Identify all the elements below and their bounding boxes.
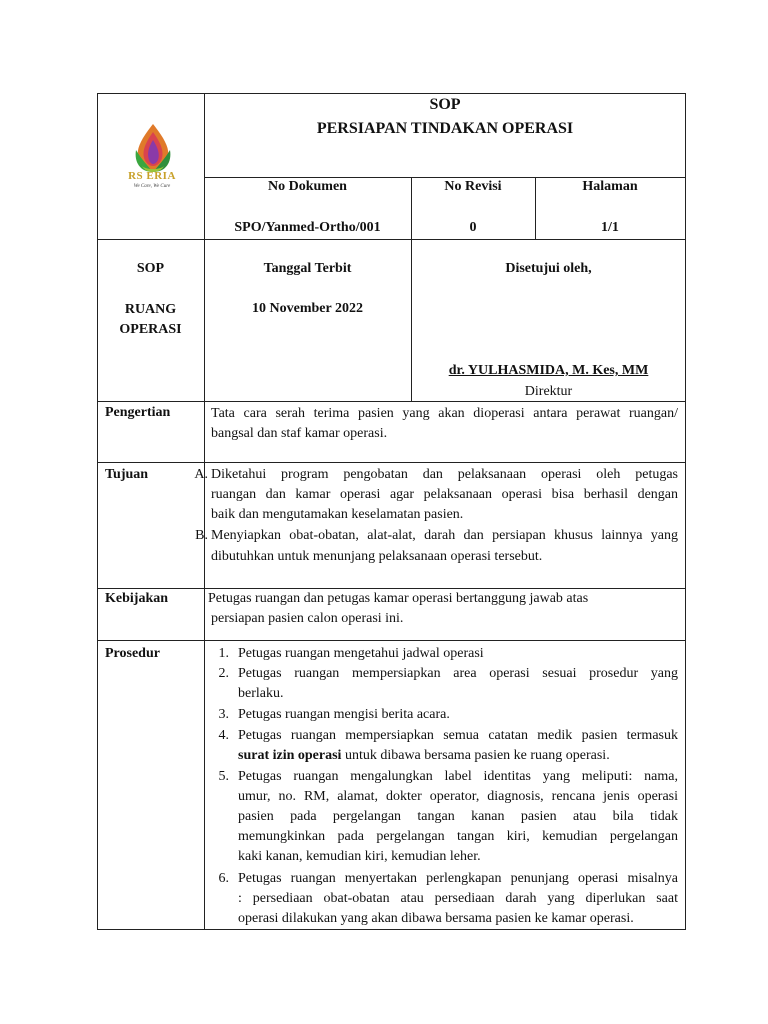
- prosedur-line: Petugas ruangan menyertakan perlengkapan penunjang operasi misalnya: [238, 871, 678, 886]
- prosedur-line: Petugas ruangan mengisi berita acara.: [238, 707, 450, 722]
- section-label-kebijakan: Kebijakan: [105, 591, 169, 606]
- table-divider-header: [97, 239, 686, 240]
- prosedur-line: : persediaan obat-obatan atau persediaan darah yang diperlukan saat: [238, 891, 678, 906]
- doc-title: PERSIAPAN TINDAKAN OPERASI: [316, 120, 574, 137]
- prosedur-line: pasien pada pergelangan tangan kanan pasien atau bila tidak: [238, 809, 678, 824]
- info-left-sop: SOP: [136, 261, 165, 276]
- tujuan-line: dibutuhkan untuk menunjang pelaksanaan operasi tersebut.: [211, 549, 543, 564]
- approved-label: Disetujui oleh,: [505, 261, 592, 276]
- no-dokumen-label: No Dokumen: [268, 179, 347, 194]
- tujuan-marker-b: B.: [195, 528, 208, 543]
- prosedur-num: 6.: [218, 871, 229, 886]
- prosedur-line: Petugas ruangan mengalungkan label identitas yang meliputi: nama,: [238, 769, 678, 784]
- approver-name: dr. YULHASMIDA, M. Kes, MM: [448, 363, 649, 378]
- table-border-bottom: [97, 929, 686, 930]
- table-border-top: [97, 93, 686, 94]
- halaman-value: 1/1: [601, 220, 619, 235]
- prosedur-line: memungkinkan pada pergelangan tangan kiri, kemudian pergelangan: [238, 829, 678, 844]
- section-label-prosedur: Prosedur: [105, 646, 160, 661]
- tujuan-line: baik dan mengutamakan keselamatan pasien.: [211, 507, 464, 522]
- prosedur-num: 3.: [218, 707, 229, 722]
- info-left-operasi: OPERASI: [119, 322, 182, 337]
- prosedur-line: operasi dilakukan yang akan dibawa bersama pasien ke kamar operasi.: [238, 911, 634, 926]
- approver-title: Direktur: [524, 384, 573, 399]
- info-left-ruang: RUANG: [124, 302, 177, 317]
- prosedur-line: Petugas ruangan mengetahui jadwal operasi: [238, 646, 484, 661]
- table-divider-kebijakan: [97, 640, 686, 641]
- tujuan-line: Diketahui program pengobatan dan pelaksanaan operasi oleh petugas: [211, 467, 678, 482]
- logo-name: RS ERIA: [128, 170, 176, 182]
- halaman-label: Halaman: [582, 179, 638, 194]
- prosedur-line: umur, no. RM, alamat, dokter operator, diagnosis, rencana jenis operasi: [238, 789, 678, 804]
- tanggal-terbit-value: 10 November 2022: [252, 301, 363, 316]
- no-revisi-value: 0: [469, 220, 477, 235]
- prosedur-line: Petugas ruangan mempersiapkan semua catatan medik pasien termasuk: [238, 728, 678, 743]
- tanggal-terbit-label: Tanggal Terbit: [263, 261, 352, 276]
- table-border-left: [97, 93, 98, 930]
- prosedur-line: berlaku.: [238, 686, 284, 701]
- tujuan-line: Menyiapkan obat-obatan, alat-alat, darah dan persiapan khusus lainnya yang: [211, 528, 678, 543]
- section-label-pengertian: Pengertian: [105, 405, 171, 420]
- prosedur-num: 2.: [218, 666, 229, 681]
- kebijakan-line: persiapan pasien calon operasi ini.: [211, 611, 404, 626]
- prosedur-line-mixed: [238, 746, 610, 766]
- kebijakan-line: Petugas ruangan dan petugas kamar operasi bertanggung jawab atas: [208, 591, 589, 606]
- prosedur-line: kaki kanan, kemudian kiri, kemudian leher.: [238, 849, 481, 864]
- table-divider-pengertian: [97, 462, 686, 463]
- prosedur-num: 4.: [218, 728, 229, 743]
- logo-tagline: We Care, We Cure: [133, 184, 171, 189]
- pengertian-line: bangsal dan staf kamar operasi.: [211, 426, 388, 441]
- tujuan-line: ruangan dan kamar operasi agar pelaksanaan operasi bisa berhasil dengan: [211, 487, 678, 502]
- surat-izin-operasi-bold: surat izin operasi: [238, 748, 342, 763]
- no-revisi-label: No Revisi: [444, 179, 502, 194]
- pengertian-line: Tata cara serah terima pasien yang akan dioperasi antara perawat ruangan/: [211, 406, 678, 421]
- no-dokumen-value: SPO/Yanmed-Ortho/001: [234, 220, 381, 235]
- prosedur-num: 1.: [218, 646, 229, 661]
- prosedur-line-rest: untuk dibawa bersama pasien ke ruang operasi.: [341, 748, 610, 763]
- section-label-tujuan: Tujuan: [105, 467, 149, 482]
- prosedur-num: 5.: [218, 769, 229, 784]
- doc-title-sop: SOP: [429, 96, 461, 113]
- prosedur-line: Petugas ruangan mempersiapkan area operasi sesuai prosedur yang: [238, 666, 678, 681]
- tujuan-marker-a: A.: [194, 467, 208, 482]
- table-border-right: [685, 93, 686, 930]
